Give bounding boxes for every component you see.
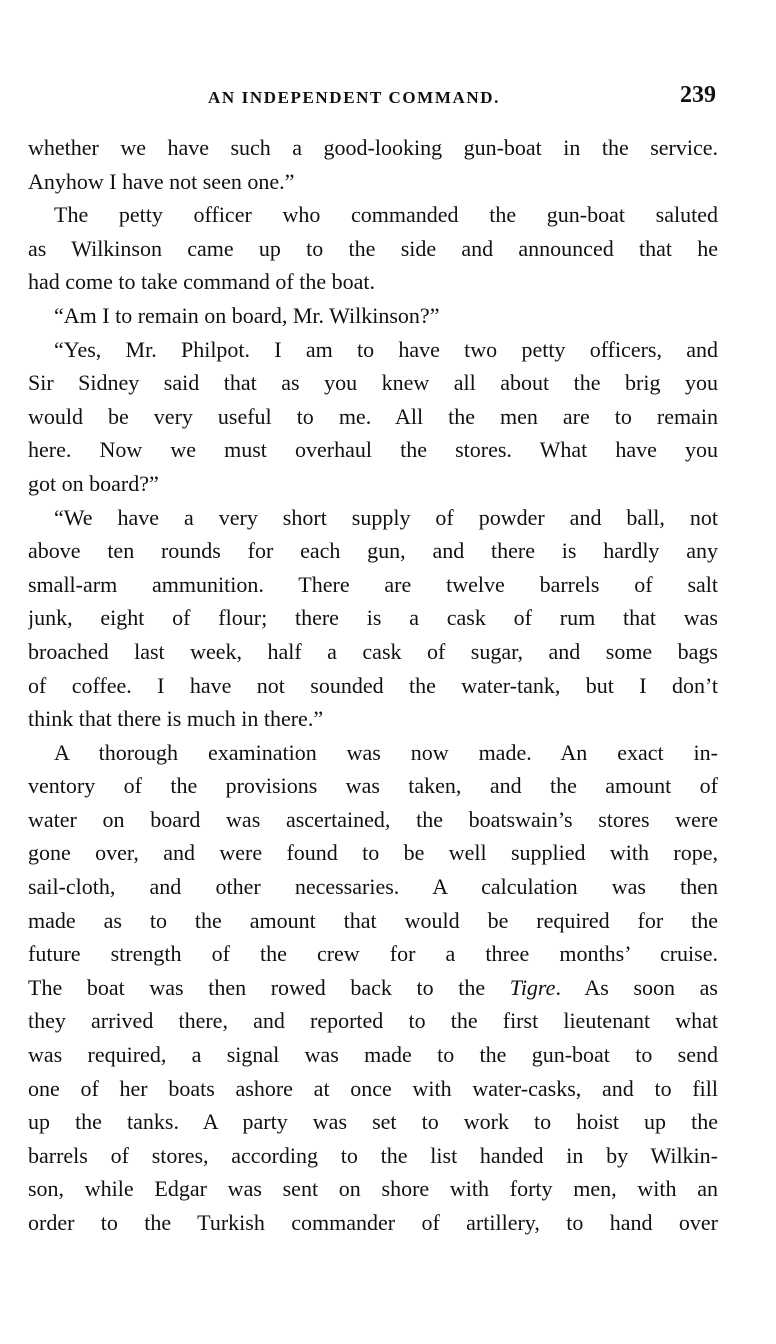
text-line: order to the Turkish commander of artillery, to hand over <box>28 1210 718 1235</box>
text-line: ventory of the provisions was taken, and the amount of <box>28 773 718 799</box>
text-line: A thorough examination was now made. An exact in- <box>54 739 718 765</box>
text-line: of coffee. I have not sounded the water-tank, but I don’t <box>28 672 718 698</box>
text-line: above ten rounds for each gun, and there is hardly any <box>28 538 718 564</box>
text-line: small-arm ammunition. There are twelve barrels of salt <box>28 571 718 597</box>
text-line: had come to take command of the boat. <box>28 269 375 295</box>
text-line: future strength of the crew for a three months’ cruise. <box>28 941 718 967</box>
text-line: up the tanks. A party was set to work to hoist up the <box>28 1109 718 1135</box>
text-line: they arrived there, and reported to the first lieutenant what <box>28 1008 718 1034</box>
text-line: got on board?” <box>28 470 159 496</box>
text-line: Anyhow I have not seen one.” <box>28 168 295 194</box>
text-line: think that there is much in there.” <box>28 706 324 732</box>
text-line: gone over, and were found to be well supplied with rope, <box>28 840 718 866</box>
text-line: junk, eight of flour; there is a cask of rum that was <box>28 605 718 631</box>
text-line: as Wilkinson came up to the side and announced that he <box>28 235 718 261</box>
running-head <box>28 82 720 114</box>
text-line: Sir Sidney said that as you knew all about the brig you <box>28 370 718 396</box>
text-line: “Yes, Mr. Philpot. I am to have two petty officers, and <box>54 336 718 362</box>
running-title: AN INDEPENDENT COMMAND. <box>208 88 500 107</box>
text-line: “We have a very short supply of powder and ball, not <box>54 504 718 530</box>
page-number: 239 <box>680 82 716 108</box>
text-line: sail-cloth, and other necessaries. A calculation was then <box>28 874 718 900</box>
text-line: son, while Edgar was sent on shore with forty men, with an <box>28 1176 718 1202</box>
text-line: would be very useful to me. All the men are to remain <box>28 403 718 429</box>
text-line: broached last week, half a cask of sugar, and some bags <box>28 638 718 664</box>
text-line: one of her boats ashore at once with water-casks, and to fill <box>28 1075 718 1101</box>
text-line: barrels of stores, according to the list handed in by Wilkin- <box>28 1142 718 1168</box>
text-line: here. Now we must overhaul the stores. What have you <box>28 437 718 463</box>
text-line: whether we have such a good-looking gun-boat in the service. <box>28 135 718 160</box>
text-line: The petty officer who commanded the gun-boat saluted <box>54 202 718 228</box>
text-line: was required, a signal was made to the gun-boat to send <box>28 1042 718 1068</box>
text-line: water on board was ascertained, the boatswain’s stores were <box>28 806 718 832</box>
text-line: made as to the amount that would be required for the <box>28 907 718 933</box>
text-line: “Am I to remain on board, Mr. Wilkinson?” <box>54 302 440 328</box>
text-line: The boat was then rowed back to the Tigre. As soon as <box>28 974 718 1000</box>
body-text <box>28 131 718 1240</box>
